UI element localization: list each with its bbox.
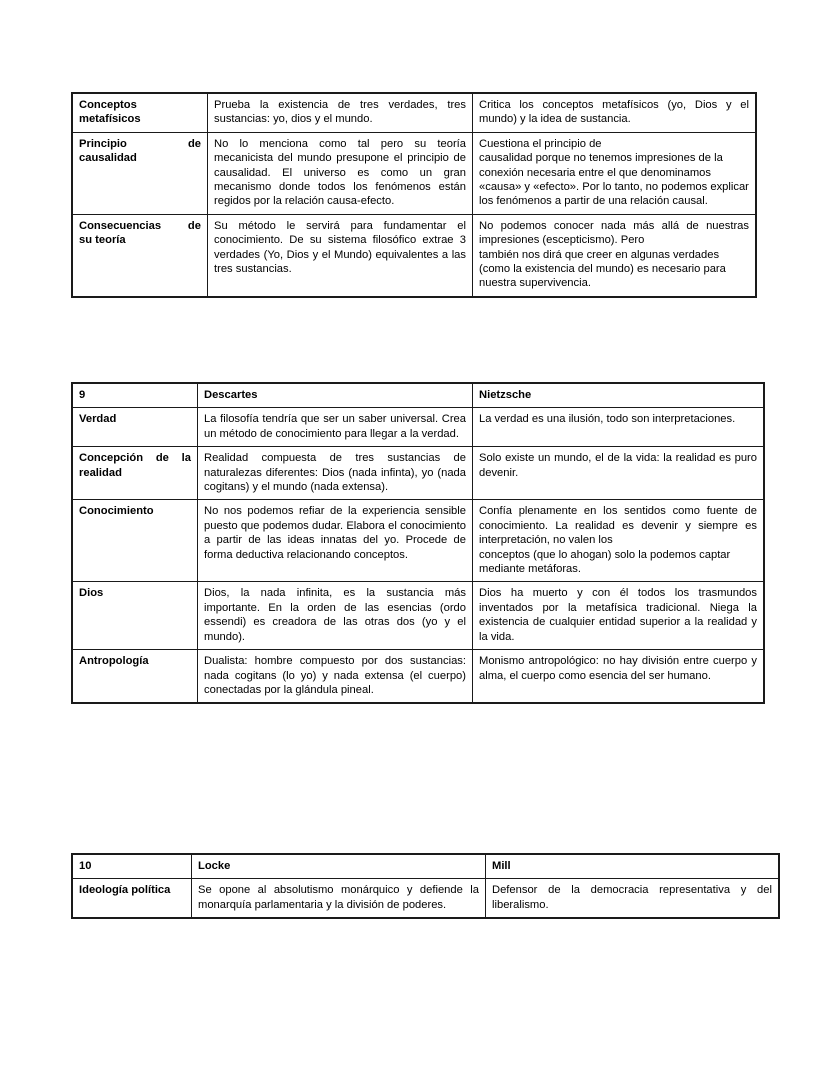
cell-nietzsche: La verdad es una ilusión, todo son interpretaciones. [473,408,765,447]
paragraph: No podemos conocer nada más allá de nuestras impresiones (escepticismo). Pero [479,219,749,247]
cell-descartes: Realidad compuesta de tres sustancias de naturalezas diferentes: Dios (nada infinta), yo (nada cogitans) y el mundo (nada extensa). [198,447,473,500]
column-header-descartes: Descartes [198,383,473,408]
label-line: metafísicos [79,113,141,126]
comparison-table-metafisica [71,92,757,298]
table-number: 9 [72,383,198,408]
cell-descartes: Dualista: hombre compuesto por dos sustancias: nada cogitans (lo yo) y nada extensa (el cuerpo) conectadas por la glándula pineal. [198,650,473,704]
label-line: causalidad [79,152,137,165]
paragraph: Cuestiona el principio de [479,137,602,150]
column-header-nietzsche: Nietzsche [473,383,765,408]
paragraph: causalidad porque no tenemos impresiones de la conexión necesaria entre el que denominamos «causa» y «efecto». Por lo tanto, no podemos explicar los fenómenos a partir de una relación causal. [479,152,749,208]
comparison-table-10 [71,853,780,919]
table-row [72,447,764,500]
table-row [72,408,764,447]
table-row [72,214,756,297]
label-line: Conceptos [79,99,137,111]
cell-descartes: Dios, la nada infinita, es la sustancia más importante. En la orden de las esencias (ordo essendi) es creadora de las otras dos (yo y el mundo). [198,582,473,650]
paragraph: también nos dirá que creer en algunas verdades (como la existencia del mundo) es necesario para nuestra supervivencia. [479,248,726,290]
label-line: Consecuencias de [79,219,201,232]
row-label-dios: Dios [72,582,198,650]
table-header-row [72,854,779,879]
cell-nietzsche: Solo existe un mundo, el de la vida: la realidad es puro devenir. [473,447,765,500]
row-label-ideologia-politica: Ideología política [72,879,192,918]
row-label-concepcion-de-la-realidad: Concepción de la realidad [72,447,198,500]
table-row [72,582,764,650]
comparison-table-9 [71,382,765,704]
row-label-conocimiento: Conocimiento [72,500,198,582]
table-header-row [72,383,764,408]
table-row [72,132,756,214]
column-header-locke: Locke [192,854,486,879]
row-label-principio-de-causalidad [72,132,208,214]
table-row [72,500,764,582]
cell-hume [473,132,757,214]
cell-descartes: La filosofía tendría que ser un saber universal. Crea un método de conocimiento para llegar a la verdad. [198,408,473,447]
table-row [72,879,779,918]
table-row [72,650,764,704]
paragraph: conceptos (que lo ahogan) solo la podemos captar mediante metáforas. [479,548,731,576]
cell-nietzsche: Dios ha muerto y con él todos los trasmundos inventados por la metafísica tradicional. Niega la existencia de cualquier entidad superior a la realidad y la vida. [473,582,765,650]
cell-locke: Se opone al absolutismo monárquico y defiende la monarquía parlamentaria y la división de poderes. [192,879,486,918]
cell-hume: Critica los conceptos metafísicos (yo, Dios y el mundo) y la idea de sustancia. [473,93,757,132]
cell-nietzsche: Monismo antropológico: no hay división entre cuerpo y alma, el cuerpo como esencia del ser humano. [473,650,765,704]
label-line: su teoría [79,234,126,247]
cell-descartes: No nos podemos refiar de la experiencia sensible puesto que podemos dudar. Elabora el conocimiento a partir de las ideas innatas del yo. Procede de forma deductiva relacionando conceptos. [198,500,473,582]
label-line: Principio de [79,137,201,150]
column-header-mill: Mill [486,854,780,879]
table-row [72,93,756,132]
row-label-antropologia: Antropología [72,650,198,704]
cell-hume [473,214,757,297]
cell-mill: Defensor de la democracia representativa y del liberalismo. [486,879,780,918]
row-label-consecuencias-de-su-teoria [72,214,208,297]
row-label-verdad: Verdad [72,408,198,447]
cell-descartes: Prueba la existencia de tres verdades, tres sustancias: yo, dios y el mundo. [208,93,473,132]
table-number: 10 [72,854,192,879]
cell-descartes: No lo menciona como tal pero su teoría mecanicista del mundo presupone el principio de causalidad. El universo es como un gran mecanismo donde todos los fenómenos están regidos por la relación causa-efecto. [208,132,473,214]
cell-nietzsche [473,500,765,582]
paragraph: Confía plenamente en los sentidos como fuente de conocimiento. La realidad es devenir y siempre es interpretación, no valen los [479,505,757,547]
cell-descartes: Su método le servirá para fundamentar el conocimiento. De su sistema filosófico extrae 3 verdades (Yo, Dios y el Mundo) equivalentes a las tres sustancias. [208,214,473,297]
row-label-conceptos-metafisicos [72,93,208,132]
